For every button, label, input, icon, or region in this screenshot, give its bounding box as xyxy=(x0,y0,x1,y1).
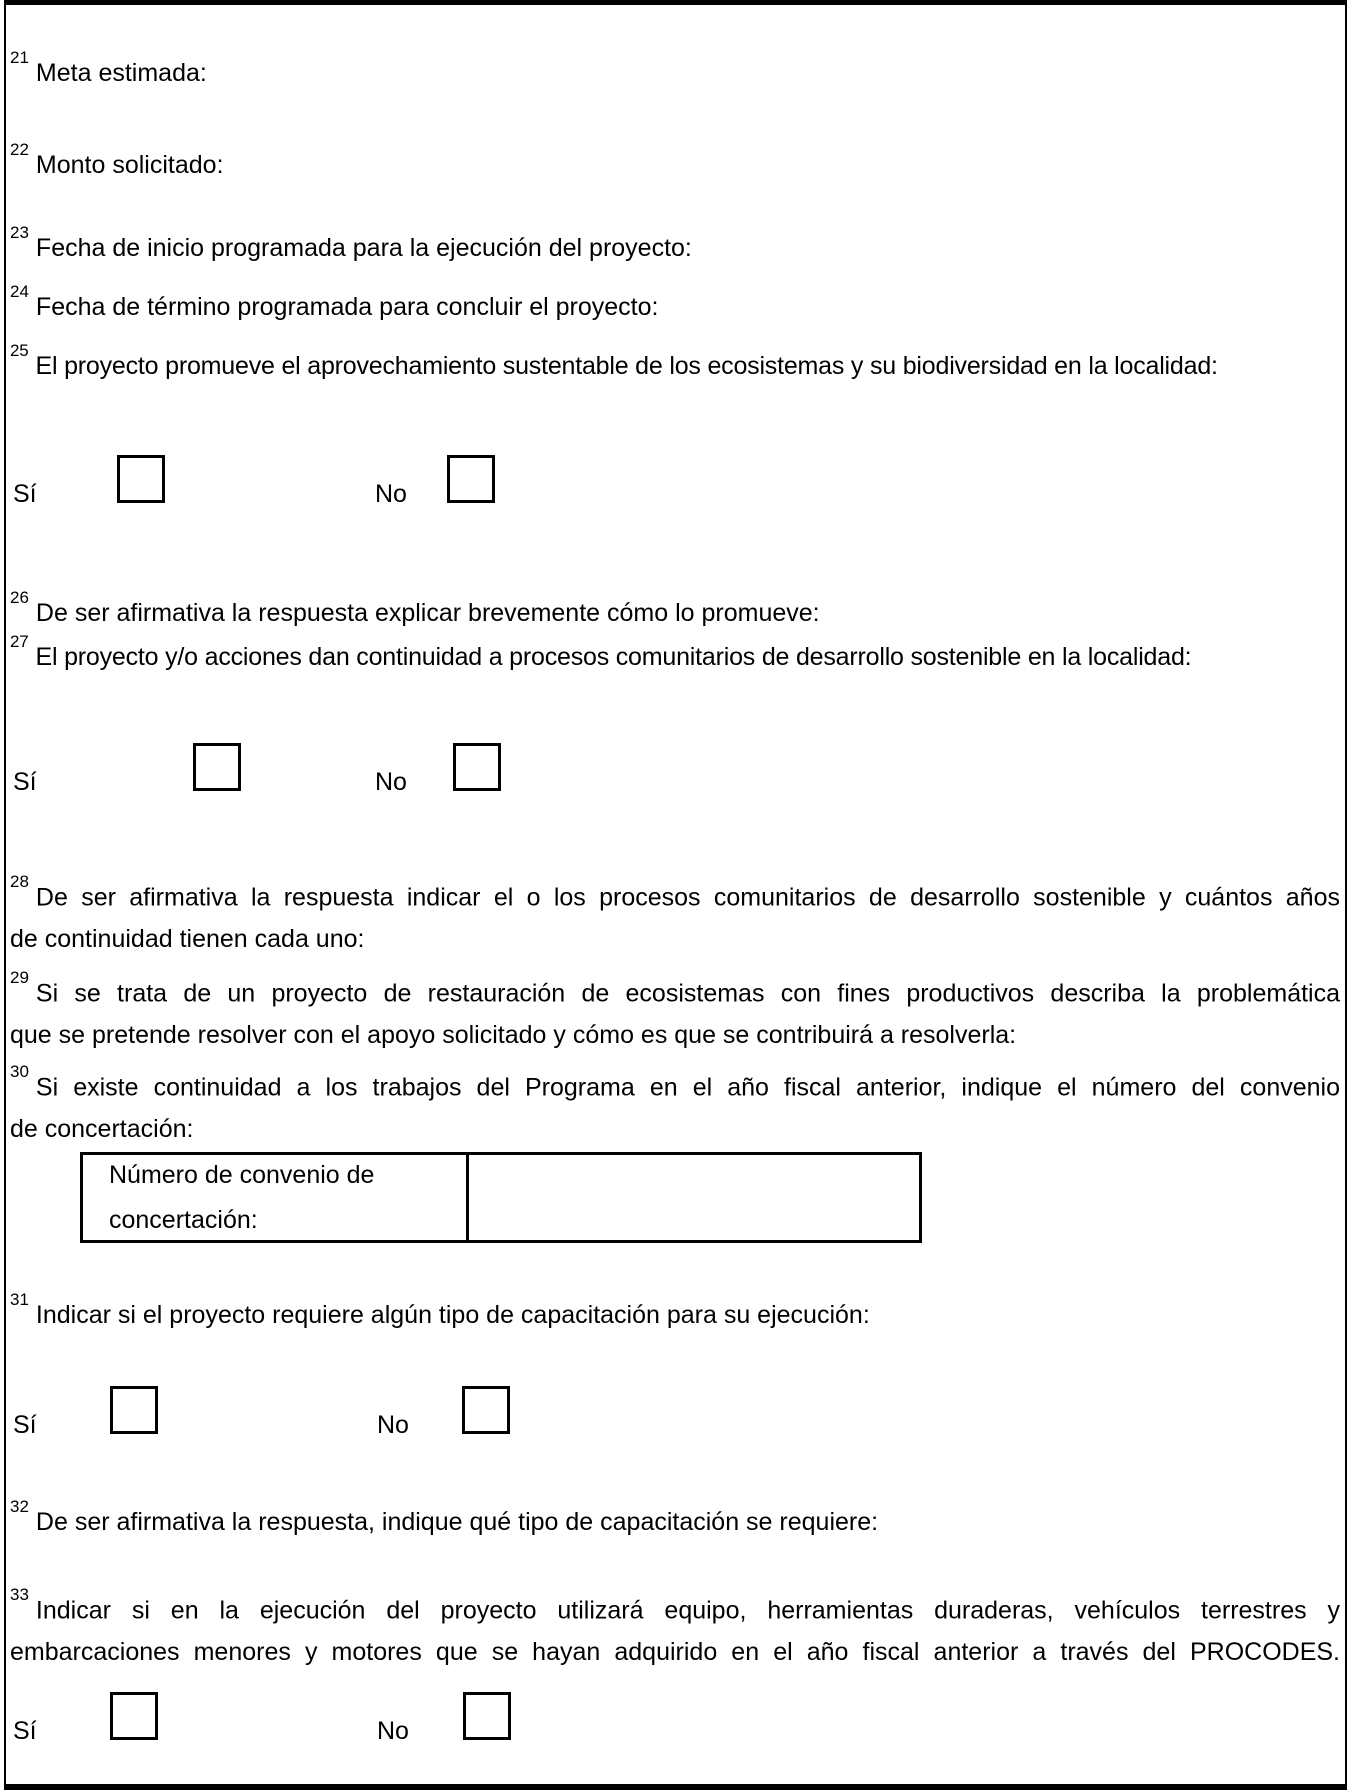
question-text: De ser afirmativa la respuesta, indique qué tipo de capacitación se requiere: xyxy=(35,1508,879,1537)
question-text: Fecha de término programada para concluir el proyecto: xyxy=(35,293,659,322)
no-label: No xyxy=(375,768,407,796)
yes-label: Sí xyxy=(13,1411,37,1439)
question-26-explicar-promueve xyxy=(10,586,1340,634)
question-text-line2: embarcaciones menores y motores que se hayan adquirido en el año fiscal anterior a través del PROCODES. xyxy=(10,1638,1340,1667)
yes-label: Sí xyxy=(13,768,37,796)
no-checkbox-q25[interactable] xyxy=(447,455,495,503)
no-checkbox-q31[interactable] xyxy=(462,1386,510,1434)
yes-no-row-q27 xyxy=(0,743,620,805)
no-checkbox-q33[interactable] xyxy=(463,1692,511,1740)
question-number: 27 xyxy=(10,632,29,651)
convenio-label-line2: concertación: xyxy=(109,1205,258,1234)
question-text: Meta estimada: xyxy=(35,59,207,88)
question-number: 22 xyxy=(10,140,29,159)
question-text: El proyecto promueve el aprovechamiento sustentable de los ecosistemas y su biodiversidad en la localidad: xyxy=(35,352,1218,381)
question-number: 33 xyxy=(10,1585,29,1604)
question-number: 29 xyxy=(10,968,29,987)
yes-checkbox-q31[interactable] xyxy=(110,1386,158,1434)
question-text: Monto solicitado: xyxy=(35,151,224,180)
yes-no-row-q33 xyxy=(0,1692,620,1754)
question-number: 26 xyxy=(10,588,29,607)
question-29-restauracion-problematica xyxy=(10,966,1340,1056)
question-25-aprovechamiento-sustentable xyxy=(10,339,1340,387)
question-number: 23 xyxy=(10,223,29,242)
question-21-meta-estimada xyxy=(10,46,1340,94)
question-text: Indicar si el proyecto requiere algún tipo de capacitación para su ejecución: xyxy=(35,1301,870,1330)
yes-no-row-q31 xyxy=(0,1386,620,1448)
question-31-requiere-capacitacion xyxy=(10,1288,1340,1336)
question-text-line1: Si se trata de un proyecto de restauración de ecosistemas con fines productivos describa la problemática xyxy=(35,979,1340,1008)
yes-label: Sí xyxy=(13,1717,37,1745)
yes-no-row-q25 xyxy=(0,455,620,517)
convenio-label-line1: Número de convenio de xyxy=(109,1160,375,1189)
question-28-procesos-comunitarios xyxy=(10,870,1340,960)
convenio-label-cell xyxy=(83,1155,469,1240)
question-number: 25 xyxy=(10,341,29,360)
question-30-convenio-concertacion xyxy=(10,1060,1340,1150)
question-33-equipo-procodes xyxy=(10,1583,1340,1673)
no-checkbox-q27[interactable] xyxy=(453,743,501,791)
convenio-value-cell[interactable] xyxy=(469,1155,919,1240)
question-number: 28 xyxy=(10,872,29,891)
yes-checkbox-q33[interactable] xyxy=(110,1692,158,1740)
yes-checkbox-q27[interactable] xyxy=(193,743,241,791)
no-label: No xyxy=(377,1411,409,1439)
question-number: 21 xyxy=(10,48,29,67)
question-22-monto-solicitado xyxy=(10,138,1340,186)
question-number: 31 xyxy=(10,1290,29,1309)
yes-checkbox-q25[interactable] xyxy=(117,455,165,503)
question-text-line2: que se pretende resolver con el apoyo solicitado y cómo es que se contribuirá a resolverla: xyxy=(10,1021,1017,1050)
question-text-line1: Si existe continuidad a los trabajos del Programa en el año fiscal anterior, indique el número del convenio xyxy=(35,1073,1340,1102)
question-text: El proyecto y/o acciones dan continuidad a procesos comunitarios de desarrollo sostenible en la localidad: xyxy=(35,643,1192,672)
question-text-line2: de concertación: xyxy=(10,1115,194,1144)
question-text: De ser afirmativa la respuesta explicar brevemente cómo lo promueve: xyxy=(35,599,820,628)
question-text: Fecha de inicio programada para la ejecución del proyecto: xyxy=(35,234,692,263)
question-text-line1: Indicar si en la ejecución del proyecto utilizará equipo, herramientas duraderas, vehículos terrestres y xyxy=(35,1596,1340,1625)
question-23-fecha-inicio xyxy=(10,221,1340,269)
no-label: No xyxy=(377,1717,409,1745)
no-label: No xyxy=(375,480,407,508)
question-24-fecha-termino xyxy=(10,280,1340,328)
question-number: 32 xyxy=(10,1497,29,1516)
question-text-line2: de continuidad tienen cada uno: xyxy=(10,925,365,954)
convenio-number-table xyxy=(80,1152,922,1243)
yes-label: Sí xyxy=(13,480,37,508)
question-number: 24 xyxy=(10,282,29,301)
question-number: 30 xyxy=(10,1062,29,1081)
question-text-line1: De ser afirmativa la respuesta indicar el o los procesos comunitarios de desarrollo sostenible y cuántos años xyxy=(35,883,1340,912)
question-32-tipo-capacitacion xyxy=(10,1495,1340,1543)
question-27-continuidad-procesos xyxy=(10,630,1340,678)
